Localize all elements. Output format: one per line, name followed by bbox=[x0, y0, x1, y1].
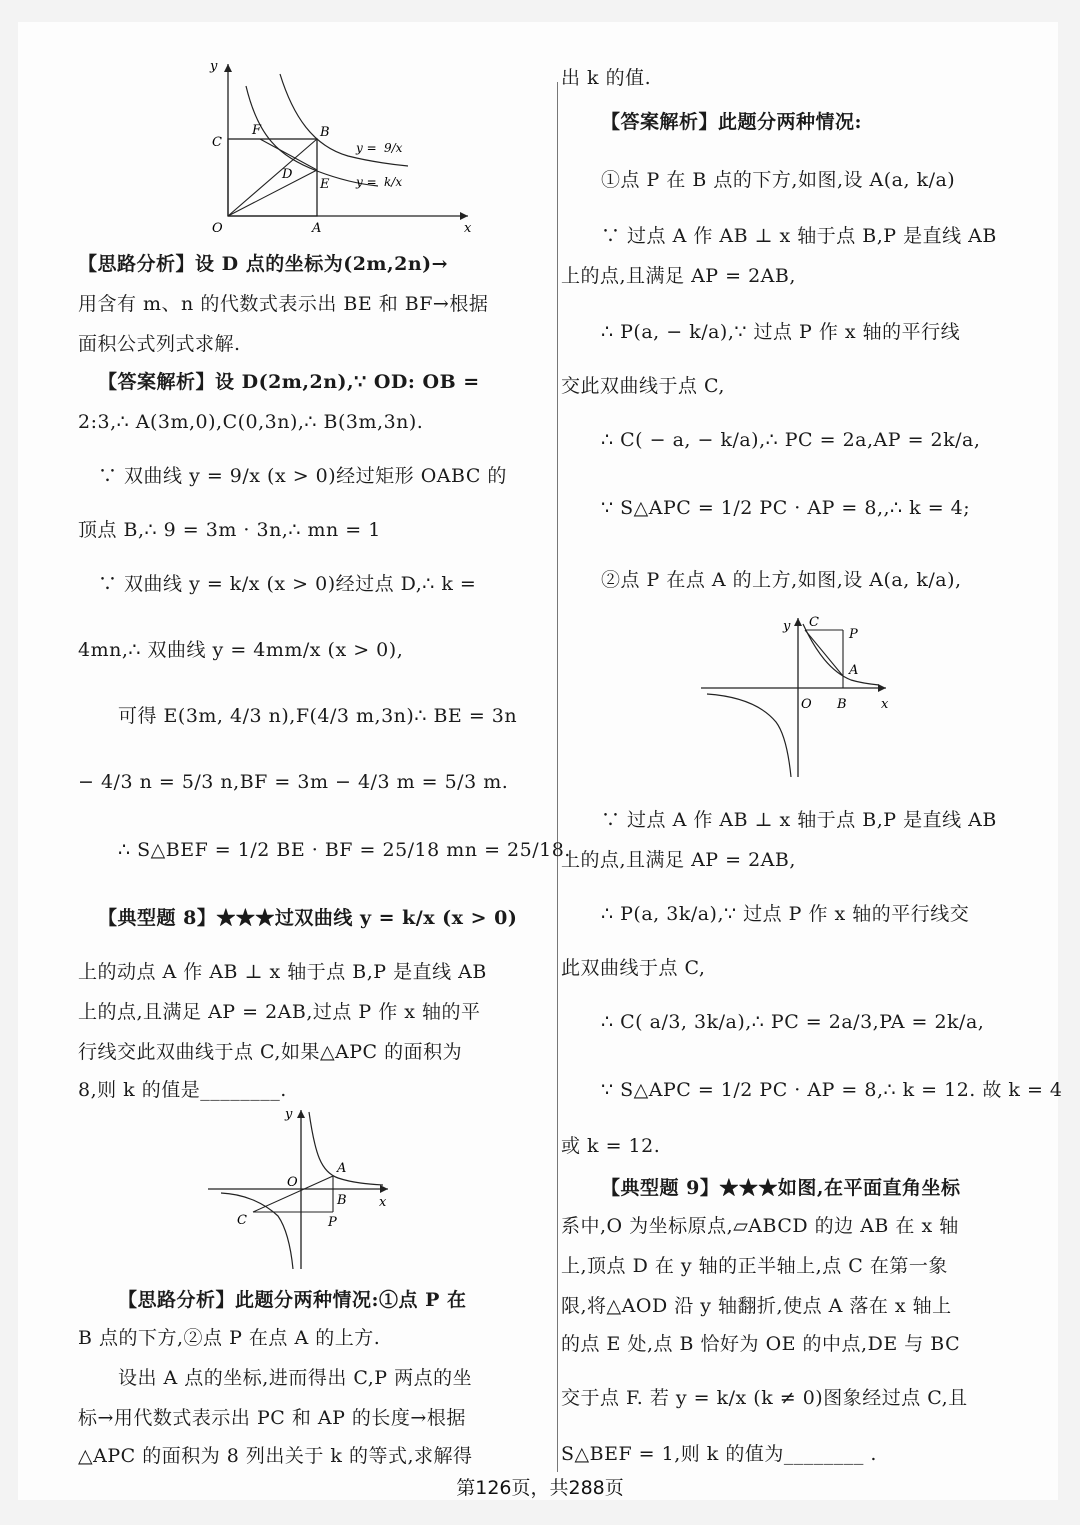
page-footer: 第126页，共288页 bbox=[456, 1477, 624, 1499]
text-line: ∵ 过点 A 作 AB ⊥ x 轴于点 B,P 是直线 AB bbox=[601, 809, 997, 831]
text-line: 用含有 m、n 的代数式表示出 BE 和 BF→根据 bbox=[78, 293, 489, 315]
fig1-o-label: O bbox=[212, 221, 223, 236]
text-line: 或 k = 12. bbox=[561, 1135, 661, 1157]
fig2-x-label: x bbox=[379, 1195, 387, 1210]
fig3-y-label: y bbox=[783, 619, 791, 634]
text-line: 限,将△AOD 沿 y 轴翻折,使点 A 落在 x 轴上 bbox=[561, 1295, 952, 1317]
fig2-a-label: A bbox=[337, 1161, 347, 1176]
text-line: ∴ P(a, − k/a),∵ 过点 P 作 x 轴的平行线 bbox=[601, 321, 961, 343]
fig3-p-label: P bbox=[849, 627, 858, 642]
fig1-curve2-label: y = bbox=[356, 175, 377, 189]
text-line: 4mn,∴ 双曲线 y = 4mm/x (x > 0), bbox=[78, 639, 404, 661]
text-line: ∴ C( a/3, 3k/a),∴ PC = 2a/3,PA = 2k/a, bbox=[601, 1011, 985, 1033]
text-line: 2:3,∴ A(3m,0),C(0,3n),∴ B(3m,3n). bbox=[78, 411, 424, 433]
figure-rectangle-hyperbolas bbox=[198, 56, 478, 236]
text-line: ②点 P 在点 A 的上方,如图,设 A(a, k/a), bbox=[601, 569, 962, 591]
fig3-o-label: O bbox=[801, 697, 812, 712]
fig3-x-label: x bbox=[881, 697, 889, 712]
document-page bbox=[18, 22, 1063, 1500]
fig2-y-label: y bbox=[285, 1107, 293, 1122]
fig1-x-label: x bbox=[464, 221, 472, 236]
text-line: ①点 P 在 B 点的下方,如图,设 A(a, k/a) bbox=[601, 169, 956, 191]
text-line: 【答案解析】此题分两种情况: bbox=[601, 111, 863, 133]
text-line: 设出 A 点的坐标,进而得出 C,P 两点的坐 bbox=[118, 1367, 473, 1389]
fig3-c-label: C bbox=[809, 615, 819, 630]
fig2-c-label: C bbox=[237, 1213, 247, 1228]
text-line: △APC 的面积为 8 列出关于 k 的等式,求解得 bbox=[78, 1445, 473, 1467]
fig1-d-label: D bbox=[282, 167, 293, 182]
text-line: ∵ S△APC = 1/2 PC · AP = 8,∴ k = 12. 故 k = 4 bbox=[601, 1079, 1063, 1101]
fig1-c-label: C bbox=[212, 135, 222, 150]
fig1-curve1-frac: 9/x bbox=[384, 141, 403, 155]
fig2-p-label: P bbox=[328, 1215, 337, 1230]
text-line: 上的点,且满足 AP = 2AB, bbox=[561, 265, 796, 287]
text-line: 上,顶点 D 在 y 轴的正半轴上,点 C 在第一象 bbox=[561, 1255, 948, 1277]
figure-hyperbola-case bbox=[203, 1104, 393, 1274]
fig3-b-label: B bbox=[837, 697, 847, 712]
text-line: S△BEF = 1,则 k 的值为________ . bbox=[561, 1443, 877, 1465]
text-line: 上的点,且满足 AP = 2AB,过点 P 作 x 轴的平 bbox=[78, 1001, 481, 1023]
fig2-b-label: B bbox=[337, 1193, 347, 1208]
text-line: 此双曲线于点 C, bbox=[561, 957, 706, 979]
fig1-curve2-frac: k/x bbox=[384, 175, 403, 189]
text-line: ∴ C( − a, − k/a),∴ PC = 2a,AP = 2k/a, bbox=[601, 429, 981, 451]
fig1-b-label: B bbox=[320, 125, 330, 140]
text-line: 上的点,且满足 AP = 2AB, bbox=[561, 849, 796, 871]
fig1-e-label: E bbox=[320, 177, 330, 192]
fig1-y-label: y bbox=[210, 59, 218, 74]
text-line: 标→用代数式表示出 PC 和 AP 的长度→根据 bbox=[78, 1407, 466, 1429]
column-divider bbox=[557, 82, 558, 1472]
text-line: 的点 E 处,点 B 恰好为 OE 的中点,DE 与 BC bbox=[561, 1333, 961, 1355]
fig1-f-label: F bbox=[252, 123, 262, 138]
text-line: 上的动点 A 作 AB ⊥ x 轴于点 B,P 是直线 AB bbox=[78, 961, 487, 983]
figure-hyperbola-case2 bbox=[691, 612, 891, 790]
text-line: ∵ S△APC = 1/2 PC · AP = 8,,∴ k = 4; bbox=[601, 497, 971, 519]
text-line: 交于点 F. 若 y = k/x (k ≠ 0)图象经过点 C,且 bbox=[561, 1387, 968, 1409]
fig3-a-label: A bbox=[849, 663, 859, 678]
text-line: ∴ S△BEF = 1/2 BE · BF = 25/18 mn = 25/18. bbox=[118, 839, 571, 861]
text-line: B 点的下方,②点 P 在点 A 的上方. bbox=[78, 1327, 381, 1349]
text-line: 系中,O 为坐标原点,▱ABCD 的边 AB 在 x 轴 bbox=[561, 1215, 959, 1237]
fig2-o-label: O bbox=[287, 1175, 298, 1190]
text-line: 【思路分析】设 D 点的坐标为(2m,2n)→ bbox=[78, 253, 449, 275]
text-line: 【典型题 9】★★★如图,在平面直角坐标 bbox=[601, 1177, 961, 1199]
text-line: 8,则 k 的值是________. bbox=[78, 1079, 287, 1101]
text-line: 【典型题 8】★★★过双曲线 y = k/x (x > 0) bbox=[98, 907, 518, 929]
text-line: 可得 E(3m, 4/3 n),F(4/3 m,3n)∴ BE = 3n bbox=[118, 705, 518, 727]
text-line: ∵ 过点 A 作 AB ⊥ x 轴于点 B,P 是直线 AB bbox=[601, 225, 997, 247]
text-line: ∵ 双曲线 y = k/x (x > 0)经过点 D,∴ k = bbox=[98, 573, 477, 595]
fig1-curve1-label: y = bbox=[356, 141, 377, 155]
text-line: 行线交此双曲线于点 C,如果△APC 的面积为 bbox=[78, 1041, 463, 1063]
text-line: 出 k 的值. bbox=[561, 67, 652, 89]
text-line: 交此双曲线于点 C, bbox=[561, 375, 725, 397]
text-line: ∵ 双曲线 y = 9/x (x > 0)经过矩形 OABC 的 bbox=[98, 465, 507, 487]
text-line: − 4/3 n = 5/3 n,BF = 3m − 4/3 m = 5/3 m. bbox=[78, 771, 509, 793]
fig1-a-label: A bbox=[312, 221, 322, 236]
text-line: 面积公式列式求解. bbox=[78, 333, 241, 355]
text-line: 【思路分析】此题分两种情况:①点 P 在 bbox=[118, 1289, 467, 1311]
text-line: 顶点 B,∴ 9 = 3m · 3n,∴ mn = 1 bbox=[78, 519, 381, 541]
text-line: 【答案解析】设 D(2m,2n),∵ OD: OB = bbox=[98, 371, 480, 393]
text-line: ∴ P(a, 3k/a),∵ 过点 P 作 x 轴的平行线交 bbox=[601, 903, 970, 925]
